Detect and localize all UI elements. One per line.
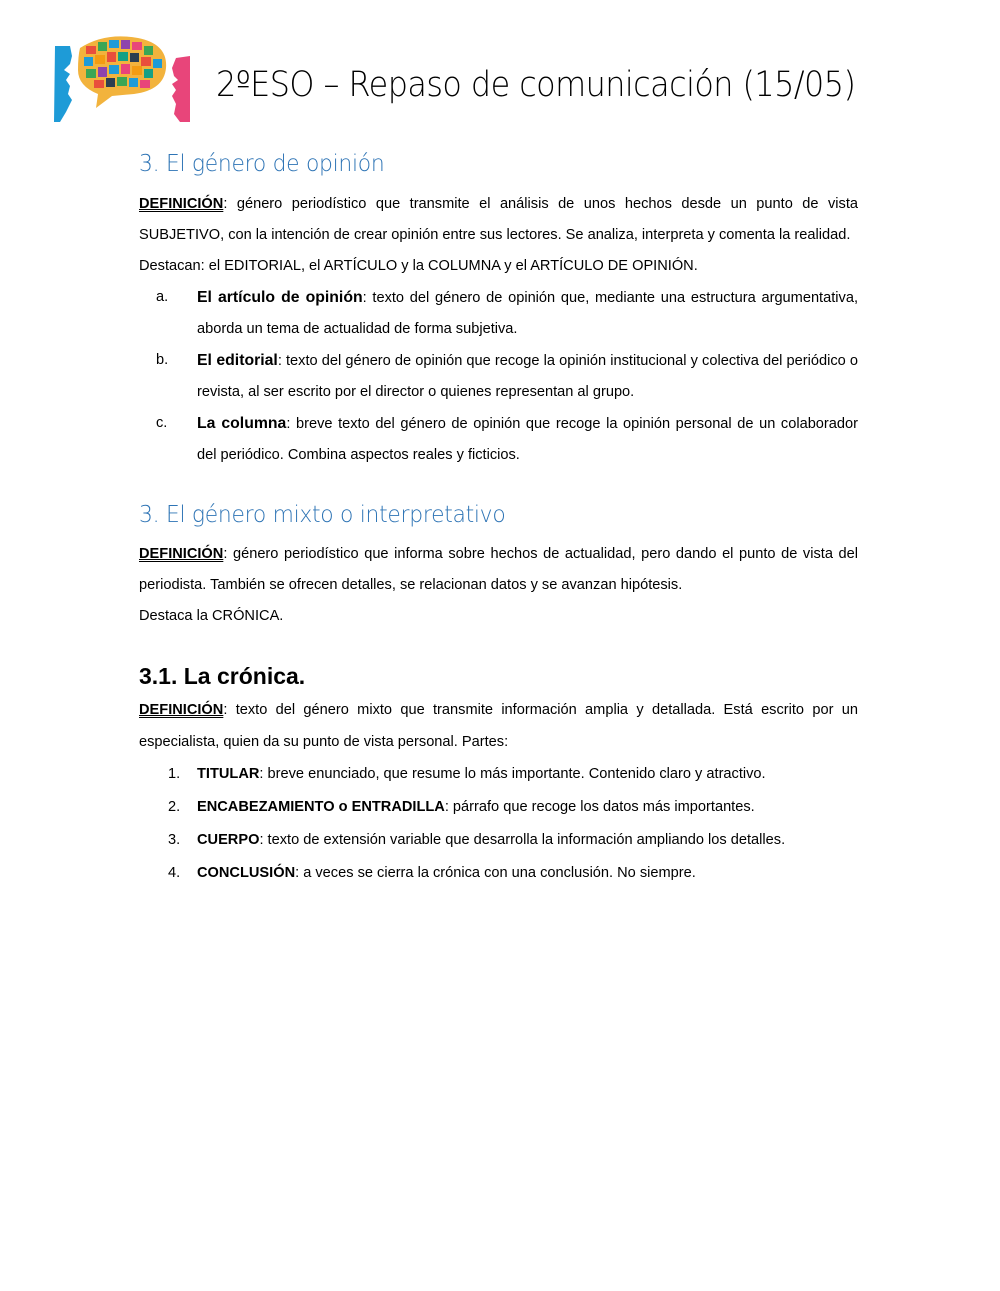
list-item: [139, 758, 858, 791]
list-item: [139, 857, 858, 890]
list-text: : breve enunciado, que resume lo más importante. Contenido claro y atractivo.: [259, 766, 766, 782]
definition-paragraph: [139, 694, 858, 758]
list-term: CONCLUSIÓN: [197, 865, 296, 881]
list-marker: 2.: [168, 799, 181, 815]
list-text: : párrafo que recoge los datos más importantes.: [444, 799, 755, 815]
speech-faces-logo-icon: [50, 34, 195, 124]
list-marker: 4.: [168, 865, 181, 881]
list-marker: b.: [156, 352, 169, 368]
section-heading-mixto: 3. El género mixto o interpretativo: [139, 502, 506, 528]
definition-text: : texto del género mixto que transmite información amplia y detallada. Está escrito por un especialista, quien da su punto de vista personal. Partes:: [139, 702, 858, 750]
definition-text: : género periodístico que informa sobre hechos de actualidad, pero dando el punto de vista del periodista. También se ofrecen detalles, se relacionan datos y se avanzan hipótesis.: [139, 546, 858, 593]
highlight-paragraph: Destacan: el EDITORIAL, el ARTÍCULO y la COLUMNA y el ARTÍCULO DE OPINIÓN.: [139, 258, 698, 274]
definition-paragraph: [139, 539, 858, 601]
list-marker: a.: [156, 289, 169, 305]
document-body: [139, 148, 858, 890]
list-term: El artículo de opinión: [197, 289, 363, 306]
list-term: El editorial: [197, 352, 278, 369]
section-heading-cronica: 3.1. La crónica.: [139, 663, 306, 689]
list-text: : texto de extensión variable que desarrolla la información ampliando los detalles.: [259, 832, 786, 848]
list-text: : breve texto del género de opinión que recoge la opinión personal de un colaborador del periódico. Combina aspectos reales y ficticios.: [197, 416, 858, 463]
list-term: La columna: [197, 415, 287, 432]
list-term: CUERPO: [197, 832, 260, 848]
definition-paragraph: [139, 189, 858, 251]
list-term: TITULAR: [197, 766, 260, 782]
list-marker: 3.: [168, 832, 181, 848]
list-marker: c.: [156, 415, 168, 431]
opinion-types-list: [139, 282, 858, 471]
definition-text: : género periodístico que transmite el análisis de unos hechos desde un punto de vista SUBJETIVO, con la intención de crear opinión entre sus lectores. Se analiza, interpreta y comenta la realidad.: [139, 196, 858, 243]
list-item: [139, 282, 858, 345]
list-text: : texto del género de opinión que recoge la opinión institucional y colectiva del periódico o revista, al ser escrito por el director o quienes representan al grupo.: [197, 353, 858, 400]
cronica-parts-list: [139, 758, 858, 890]
list-item: [139, 408, 858, 471]
definition-label: DEFINICIÓN: [139, 196, 224, 212]
section-heading-opinion: 3. El género de opinión: [139, 151, 385, 177]
highlight-paragraph: Destaca la CRÓNICA.: [139, 608, 284, 624]
list-item: [139, 824, 858, 857]
definition-label: DEFINICIÓN: [139, 546, 224, 562]
definition-label: DEFINICIÓN: [139, 702, 224, 718]
list-item: [139, 345, 858, 408]
document-title: 2ºESO – Repaso de comunicación (15/05): [216, 65, 856, 105]
list-item: [139, 791, 858, 824]
list-text: : a veces se cierra la crónica con una conclusión. No siempre.: [295, 865, 696, 881]
list-term: ENCABEZAMIENTO o ENTRADILLA: [197, 799, 445, 815]
list-marker: 1.: [168, 766, 181, 782]
list-text: : texto del género de opinión que, mediante una estructura argumentativa, aborda un tema de actualidad de forma subjetiva.: [197, 290, 858, 337]
